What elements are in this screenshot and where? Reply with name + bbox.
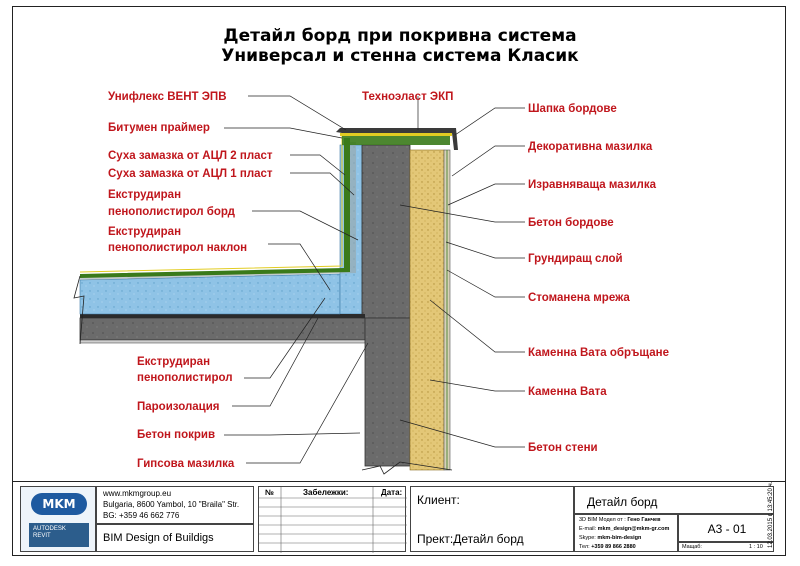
scale-label: Мащаб: xyxy=(682,544,702,550)
tagline-cell xyxy=(96,524,254,552)
label-levelling-render: Изравняваща мазилка xyxy=(528,179,657,191)
wall-concrete xyxy=(365,318,410,466)
revit-text: REVIT xyxy=(33,533,51,539)
label-uniflex: Унифлекс ВЕНТ ЭПВ xyxy=(108,91,227,103)
label-steel-mesh: Стоманена мрежа xyxy=(528,292,630,304)
label-decorative-render: Декоративна мазилка xyxy=(528,141,653,153)
print-timestamp: 12.03.2015 г. 13:45:20 ч. xyxy=(768,481,774,548)
client-project-cell xyxy=(410,486,574,552)
scale-value: 1 : 10 xyxy=(749,544,763,550)
label-wool-return: Каменна Вата обръщане xyxy=(528,347,669,359)
scale-cell xyxy=(678,542,774,552)
model-by-value: Гено Ганчев xyxy=(627,517,661,523)
company-address: Bulgaria, 8600 Yambol, 10 "Braila" Str. xyxy=(103,500,240,509)
model-by-label: 3D BIM Модел от : xyxy=(579,517,626,523)
sheet-drawing-title: Детайл борд xyxy=(587,495,658,509)
autodesk-badge xyxy=(29,523,89,547)
label-gypsum-plaster: Гипсова мазилка xyxy=(137,458,235,470)
label-xps-1: Екструдиран xyxy=(137,356,211,368)
email-value[interactable]: mkm_design@mkm-gr.com xyxy=(597,526,670,532)
notes-no-header: № xyxy=(265,488,274,497)
label-technoelast: Техноэласт ЭКП xyxy=(362,91,454,103)
tel-label: Тел: xyxy=(579,544,590,550)
label-primer-layer: Грундиращ слой xyxy=(528,253,623,265)
drawing-title-line1: Детайл борд при покривна система xyxy=(223,26,577,46)
label-xps-board-1: Екструдиран xyxy=(108,189,182,201)
author-details-cell xyxy=(574,514,678,552)
company-tagline: BIM Design of Buildigs xyxy=(103,532,214,544)
label-bitumen-primer: Битумен праймер xyxy=(108,122,210,134)
label-roof-concrete: Бетон покрив xyxy=(137,429,216,441)
project-label: Прект:Детайл борд xyxy=(417,532,524,546)
label-mineral-wool: Каменна Вата xyxy=(528,386,607,398)
notes-header: Забележки: xyxy=(303,488,349,497)
autodesk-text: AUTODESK xyxy=(33,526,66,532)
drawing-title-line2: Универсал и стенна система Класик xyxy=(221,46,579,66)
email-label: E-mail: xyxy=(579,526,597,532)
notes-table xyxy=(258,486,406,552)
contact-cell xyxy=(96,486,254,524)
company-logo: MKM xyxy=(31,493,87,515)
label-xps-slope-1: Екструдиран xyxy=(108,226,182,238)
tel-value: +359 89 866 2880 xyxy=(591,544,636,550)
sheet-number: A3 - 01 xyxy=(707,522,747,536)
roof-concrete-slab xyxy=(80,318,365,340)
label-dry-screed-1: Суха замазка от АЦЛ 1 пласт xyxy=(108,168,273,180)
gypsum-plaster xyxy=(80,340,365,343)
drawing-title-cell xyxy=(574,486,774,514)
sheet-number-cell xyxy=(678,514,774,542)
xps-slope-layer xyxy=(80,274,340,314)
title-block xyxy=(12,481,786,556)
company-phone: BG: +359 46 662 776 xyxy=(103,511,180,520)
label-parapet-cap: Шапка бордове xyxy=(528,103,617,115)
vapour-barrier xyxy=(80,314,365,318)
label-parapet-concrete: Бетон бордове xyxy=(528,217,614,229)
label-xps-2: пенополистирол xyxy=(137,372,233,384)
label-vapour-barrier: Пароизолация xyxy=(137,401,220,413)
notes-date-header: Дата: xyxy=(381,488,403,497)
company-website[interactable]: www.mkmgroup.eu xyxy=(103,489,172,498)
company-logo-cell xyxy=(20,486,96,552)
skype-label: Skype: xyxy=(579,535,596,541)
skype-value: mkm-bim-design xyxy=(597,535,642,541)
parapet-concrete xyxy=(362,145,410,318)
mineral-wool xyxy=(410,150,444,470)
label-xps-slope-2: пенополистирол наклон xyxy=(108,242,248,254)
label-wall-concrete: Бетон стени xyxy=(528,442,598,454)
label-dry-screed-2: Суха замазка от АЦЛ 2 пласт xyxy=(108,150,273,162)
label-xps-board-2: пенополистирол борд xyxy=(108,206,235,218)
client-label: Клиент: xyxy=(417,493,460,507)
notes-grid xyxy=(259,487,407,553)
